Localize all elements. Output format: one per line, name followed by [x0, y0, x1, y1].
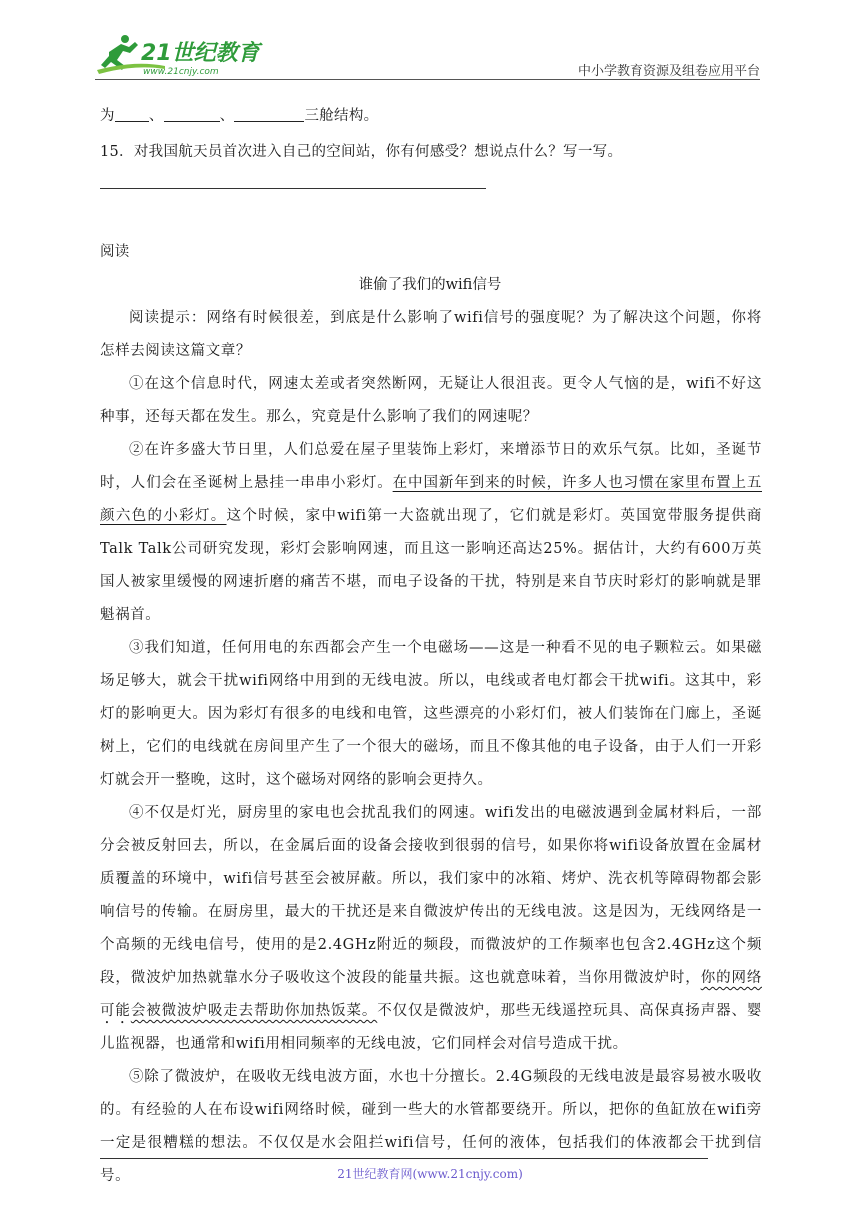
article-title: 谁偷了我们的wifi信号 [358, 277, 502, 293]
article-body [100, 302, 762, 1193]
reading-hint: 阅读提示：网络有时候很差，到底是什么影响了wifi信号的强度呢？为了解决这个问题，你将怎样去阅读这篇文章？ [100, 310, 762, 359]
question-15: 15．对我国航天员首次进入自己的空间站，你有何感受？想说点什么？写一写。 [100, 144, 623, 160]
footer-text: 21世纪教育网(www.21cnjy.com) [337, 1167, 523, 1181]
svg-text:21世纪教育: 21世纪教育 [141, 41, 260, 66]
paragraph-2: ②在许多盛大节日里，人们总爱在屋子里装饰上彩灯，来增添节日的欢乐气氛。比如，圣诞节时，人们会在圣诞树上悬挂一串串小彩灯。在中国新年到来的时候，许多人也习惯在家里布置上五颜六色的小彩灯。这个时候，家中wifi第一大盗就出现了，它们就是彩灯。英国宽带服务提供商Talk Talk公司研究发现，彩灯会影响网速，而且这一影响还高达25%。据估计，大约有600万英国人被家里缓慢的网速折磨的痛苦不堪，而电子设备的干扰，特别是来自节庆时彩灯的影响就是罪魁祸首。 [100, 442, 762, 623]
header-divider [95, 79, 760, 80]
section-label: 阅读 [100, 244, 130, 260]
paragraph-3: ③我们知道，任何用电的东西都会产生一个电磁场——这是一种看不见的电子颗粒云。如果磁场足够大，就会干扰wifi网络中用到的无线电波。所以，电线或者电灯都会干扰wifi。这其中，彩灯的影响更大。因为彩灯有很多的电线和电管，这些漂亮的小彩灯们，被人们装饰在门廊上，圣诞树上，它们的电线就在房间里产生了一个很大的磁场，而且不像其他的电子设备，由于人们一开彩灯就会开一整晚，这时，这个磁场对网络的影响会更持久。 [100, 640, 762, 788]
site-logo [95, 30, 265, 78]
page-header [95, 30, 760, 80]
wavy-underline-2: 会被微波炉吸走去帮助你加热饭菜。 [130, 1003, 378, 1019]
paragraph-1: ①在这个信息时代，网速太差或者突然断网，无疑让人很沮丧。更令人气恼的是，wifi不好这种事，还每天都在发生。那么，究竟是什么影响了我们的网速呢？ [100, 376, 762, 425]
dotted-emphasis: 可能 [100, 1003, 131, 1019]
paragraph-4: ④不仅是灯光，厨房里的家电也会扰乱我们的网速。wifi发出的电磁波遇到金属材料后，一部分会被反射回去，所以，在金属后面的设备会接收到很弱的信号，如果你将wifi设备放置在金属材质覆盖的环境中，wifi信号甚至会被屏蔽。所以，我们家中的冰箱、烤炉、洗衣机等障碍物都会影响信号的传输。在厨房里，最大的干扰还是来自微波炉传出的无线电波。这是因为，无线网络是一个高频的无线电信号，使用的是2.4GHz附近的频段，而微波炉的工作频率也包含2.4GHz这个频段，微波炉加热就靠水分子吸收这个波段的能量共振。这也就意味着，当你用微波炉时，你的网络可能会被微波炉吸走去帮助你加热饭菜。不仅仅是微波炉，那些无线遥控玩具、高保真扬声器、婴儿监视器，也通常和wifi用相同频率的无线电波，它们同样会对信号造成干扰。 [100, 805, 762, 1052]
blank-2[interactable] [164, 107, 220, 122]
blank-3[interactable] [234, 107, 304, 122]
wavy-underline-1: 你的网络 [700, 970, 762, 986]
svg-text:www.21cnjy.com: www.21cnjy.com [143, 67, 219, 77]
footer-divider [100, 1158, 708, 1159]
underlined-sentence: 在中国新年到来的时候，许多人也习惯在家里布置上五颜六色的小彩灯。 [100, 475, 762, 524]
paragraph-5: ⑤除了微波炉，在吸收无线电波方面，水也十分擅长。2.4G频段的无线电波是最容易被水吸收的。有经验的人在布设wifi网络时候，碰到一些大的水管都要绕开。所以，把你的鱼缸放在wifi旁一定是很糟糕的想法。不仅仅是水会阻拦wifi信号，任何的液体，包括我们的体液都会干扰到信号。 [100, 1069, 762, 1184]
platform-name: 中小学教育资源及组卷应用平台 [577, 64, 760, 79]
q14-fill-blank: 为 、 、 三舱结构。 [100, 108, 379, 124]
answer-line[interactable] [100, 188, 486, 189]
blank-1[interactable] [115, 107, 149, 122]
